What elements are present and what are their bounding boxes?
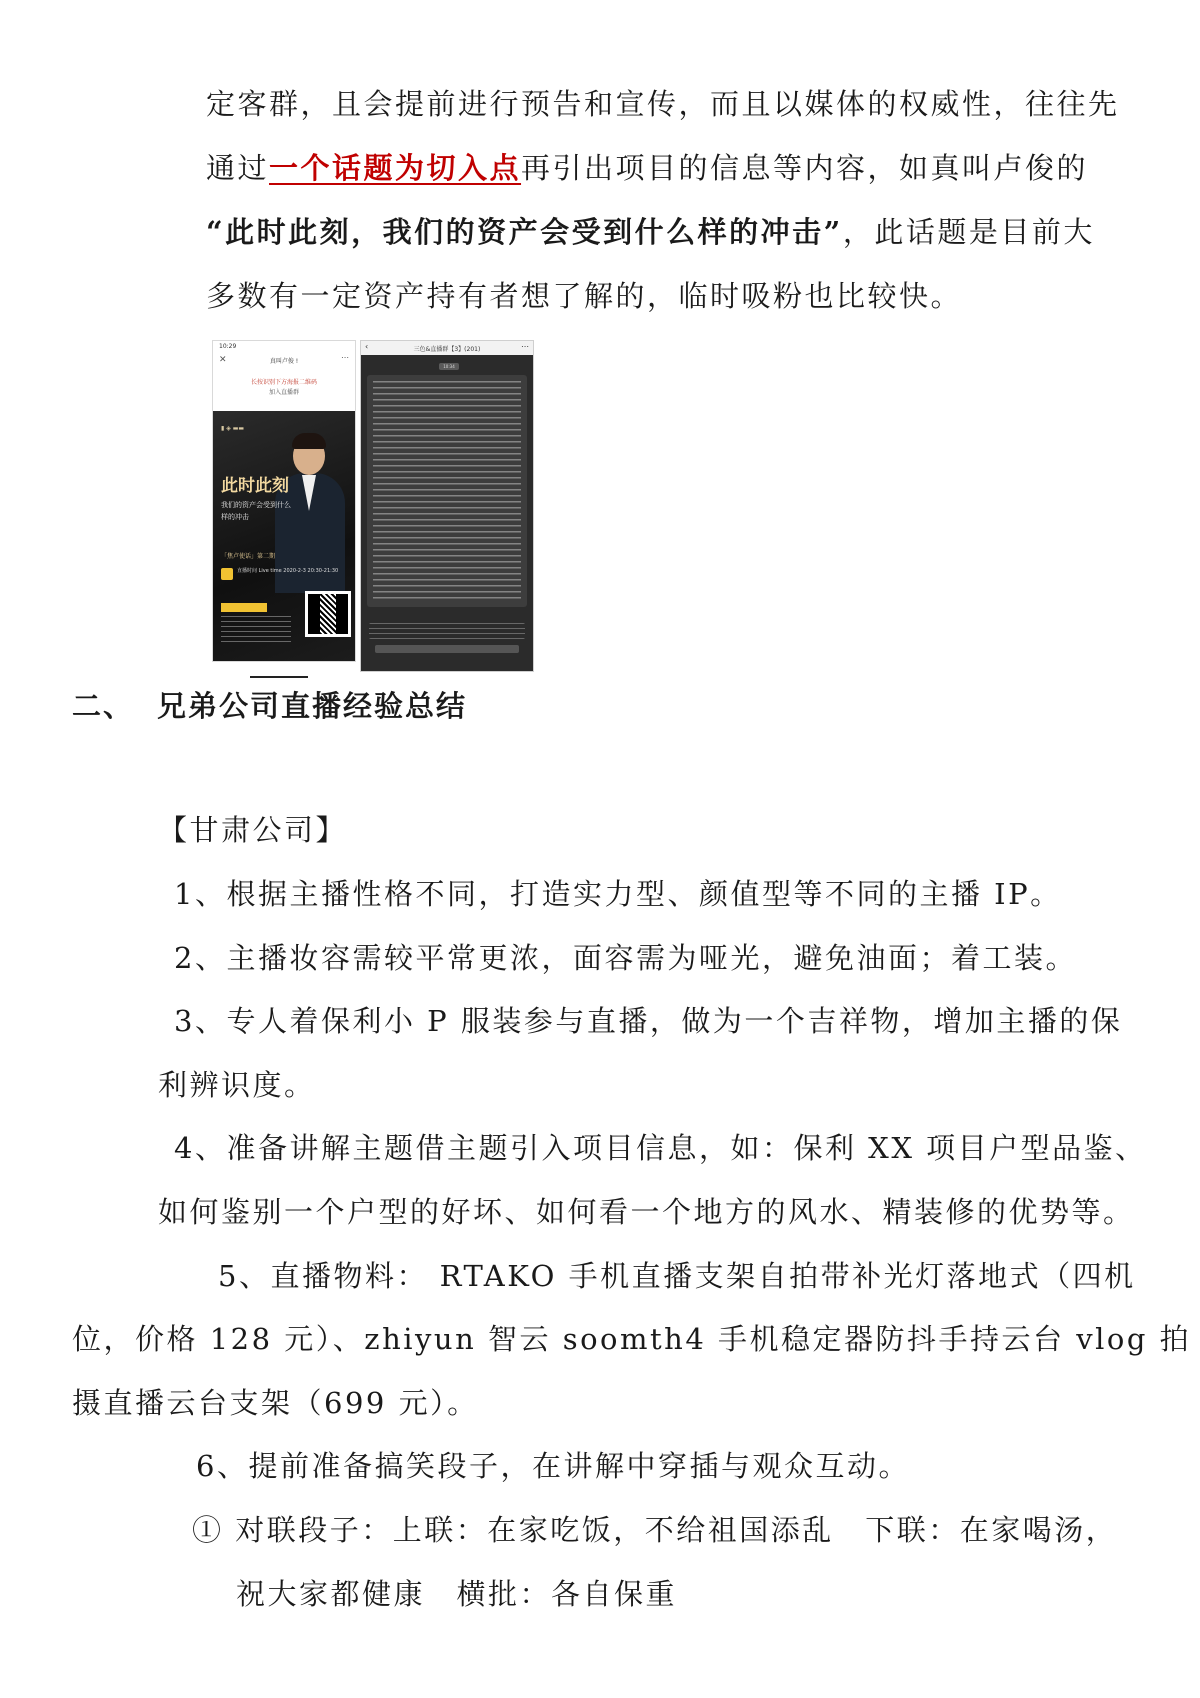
- gansu-label: [158, 810, 347, 850]
- intro-line-3-suffix: ，此话题是目前大: [842, 215, 1095, 249]
- nav-title: 真叫卢俊 !: [269, 358, 299, 365]
- gansu-item-4: [174, 1128, 1147, 1168]
- poster-live-time: 直播时间 Live time 2020-2-3 20:30-21:30: [237, 568, 339, 574]
- intro-line-2-prefix: 通过: [206, 151, 270, 185]
- more-icon: ⋯: [521, 342, 529, 351]
- system-notice: [369, 623, 525, 639]
- intro-line-2: [206, 148, 1088, 188]
- gansu-item-5-cont-2: [72, 1383, 479, 1423]
- poster-title: 此时此刻: [221, 476, 289, 496]
- gansu-item-2-text: 2、主播妆容需较平常更浓，面容需为哑光，避免油面；着工装。: [174, 941, 1077, 975]
- gansu-item-3-line-1: 3、专人着保利小 P 服装参与直播，做为一个吉祥物，增加主播的保: [174, 1004, 1123, 1038]
- gansu-item-5-cont-1: [72, 1319, 1191, 1359]
- chat-message-bubble: [367, 375, 527, 607]
- gansu-item-4-line-2: 如何鉴别一个户型的好坏、如何看一个地方的风水、精装修的优势等。: [158, 1195, 1135, 1229]
- section-heading: [72, 686, 467, 726]
- poster-info-block: [221, 616, 291, 646]
- livestream-poster: [213, 411, 355, 661]
- intro-line-1-text: 定客群，且会提前进行预告和宣传，而且以媒体的权威性，往往先: [206, 87, 1120, 121]
- host-hair: [292, 433, 326, 449]
- gansu-item-5-line-1: 5、直播物料： RTAKO 手机直播支架自拍带补光灯落地式（四机: [218, 1259, 1136, 1293]
- status-time: 10:29: [219, 343, 237, 350]
- poster-subtitle: 我们的资产会受到什么样的冲击: [221, 501, 291, 521]
- poster-badge: [221, 603, 267, 612]
- system-notice-bar: [375, 645, 519, 653]
- joke-couplet-line-1: ① 对联段子：上联：在家吃饭，不给祖国添乱 下联：在家喝汤，: [192, 1513, 1118, 1547]
- back-chevron-icon: ‹: [365, 342, 369, 351]
- more-icon: ⋯: [341, 353, 349, 362]
- joke-couplet-cont: [236, 1574, 677, 1614]
- chat-timestamp: 10:34: [439, 363, 459, 370]
- group-chat-screenshot: [360, 340, 534, 672]
- gansu-item-5-line-3: 摄直播云台支架（699 元）。: [72, 1386, 479, 1420]
- section-number: 二、: [72, 689, 135, 723]
- quoted-topic: “此时此刻，我们的资产会受到什么样的冲击”: [206, 215, 843, 249]
- highlight-topic-entry-point: 一个话题为切入点: [269, 151, 522, 185]
- chat-title: 三色&直播群【3】(201): [413, 346, 481, 353]
- joke-couplet: [192, 1510, 1117, 1550]
- poster-screenshot: [212, 340, 356, 662]
- chat-message-text-lines: [373, 381, 521, 601]
- gansu-item-2: [174, 938, 1077, 978]
- play-icon: [221, 568, 233, 580]
- gansu-item-3: [174, 1001, 1122, 1041]
- brand-logo-icon: ▮ ◈ ▬▬: [221, 425, 245, 432]
- gansu-item-3-line-2: 利辨识度。: [158, 1068, 316, 1102]
- joke-couplet-line-2: 祝大家都健康 横批：各自保重: [236, 1577, 678, 1611]
- image-underline: [250, 676, 308, 678]
- qr-code-icon: [305, 591, 351, 637]
- close-icon: ✕: [219, 355, 227, 365]
- intro-line-2-suffix: 再引出项目的信息等内容，如真叫卢俊的: [521, 151, 1089, 185]
- gansu-item-6-text: 6、提前准备搞笑段子，在讲解中穿插与观众互动。: [196, 1449, 910, 1483]
- gansu-item-5-line-2: 位，价格 128 元）、zhiyun 智云 soomth4 手机稳定器防抖手持云台 vlog 拍: [72, 1322, 1192, 1356]
- gansu-item-5: [218, 1256, 1136, 1296]
- scan-hint: 长按识别下方海报二维码: [250, 379, 317, 386]
- gansu-label-text: 【甘肃公司】: [158, 813, 348, 847]
- gansu-item-1-text: 1、根据主播性格不同，打造实力型、颜值型等不同的主播 IP。: [174, 877, 1062, 911]
- poster-series: 「焦卢使话」第二期: [221, 553, 276, 560]
- intro-line-1: [206, 84, 1120, 124]
- gansu-item-6: [196, 1446, 910, 1486]
- intro-line-4-text: 多数有一定资产持有者想了解的，临时吸粉也比较快。: [206, 279, 963, 313]
- intro-line-3: [206, 212, 1095, 252]
- gansu-item-4-line-1: 4、准备讲解主题借主题引入项目信息，如：保利 XX 项目户型品鉴、: [174, 1131, 1147, 1165]
- intro-line-4: [206, 276, 962, 316]
- gansu-item-4-cont: [158, 1192, 1135, 1232]
- gansu-item-1: [174, 874, 1062, 914]
- join-group-hint: 加入直播群: [268, 389, 299, 396]
- gansu-item-3-cont: [158, 1065, 316, 1105]
- section-title: 兄弟公司直播经验总结: [157, 689, 468, 723]
